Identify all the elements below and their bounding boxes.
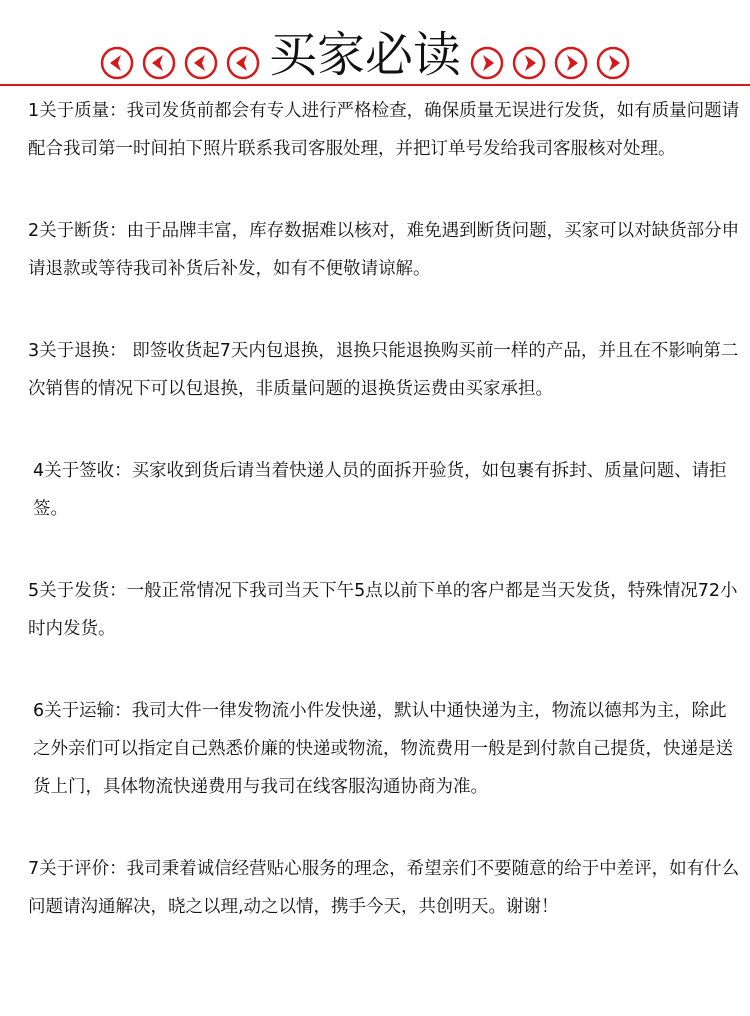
red-circle-right-arrow-icon <box>554 46 588 80</box>
red-circle-right-arrow-icon <box>512 46 546 80</box>
red-circle-left-arrow-icon <box>184 46 218 80</box>
header-divider <box>0 84 750 86</box>
page-title: 买家必读 <box>268 27 461 83</box>
section-returns: 3关于退换： 即签收货起7天内包退换，退换只能退换购买前一样的产品，并且在不影响第二次销售的情况下可以包退换，非质量问题的退换货运费由买家承担。 <box>28 341 739 399</box>
section-quality: 1关于质量：我司发货前都会有专人进行严格检查，确保质量无误进行发货，如有质量问题请配合我司第一时间拍下照片联系我司客服处理，并把订单号发给我司客服核对处理。 <box>28 101 740 159</box>
section-transport: 6关于运输：我司大件一律发物流小件发快递，默认中通快递为主，物流以德邦为主，除此之外亲们可以指定自己熟悉价廉的快递或物流，物流费用一般是到付款自己提货，快递是送货上门，具体物流快递费用与我司在线客服沟通协商为准。 <box>33 701 733 797</box>
red-circle-right-arrow-icon <box>596 46 630 80</box>
red-circle-right-arrow-icon <box>470 46 504 80</box>
section-signing: 4关于签收：买家收到货后请当着快递人员的面拆开验货，如包裹有拆封、质量问题、请拒签。 <box>33 461 727 519</box>
header <box>0 0 750 90</box>
red-circle-left-arrow-icon <box>142 46 176 80</box>
red-circle-left-arrow-icon <box>226 46 260 80</box>
notice-content <box>28 92 744 926</box>
right-arrow-group <box>470 46 630 80</box>
section-out-of-stock: 2关于断货：由于品牌丰富，库存数据难以核对，难免遇到断货问题，买家可以对缺货部分申请退款或等待我司补货后补发，如有不便敬请谅解。 <box>28 221 740 279</box>
left-arrow-group <box>100 46 260 80</box>
section-reviews: 7关于评价：我司秉着诚信经营贴心服务的理念，希望亲们不要随意的给于中差评，如有什么问题请沟通解决，晓之以理,动之以情，携手今天，共创明天。谢谢！ <box>28 859 740 917</box>
red-circle-left-arrow-icon <box>100 46 134 80</box>
section-shipping: 5关于发货：一般正常情况下我司当天下午5点以前下单的客户都是当天发货，特殊情况72小时内发货。 <box>28 581 738 639</box>
